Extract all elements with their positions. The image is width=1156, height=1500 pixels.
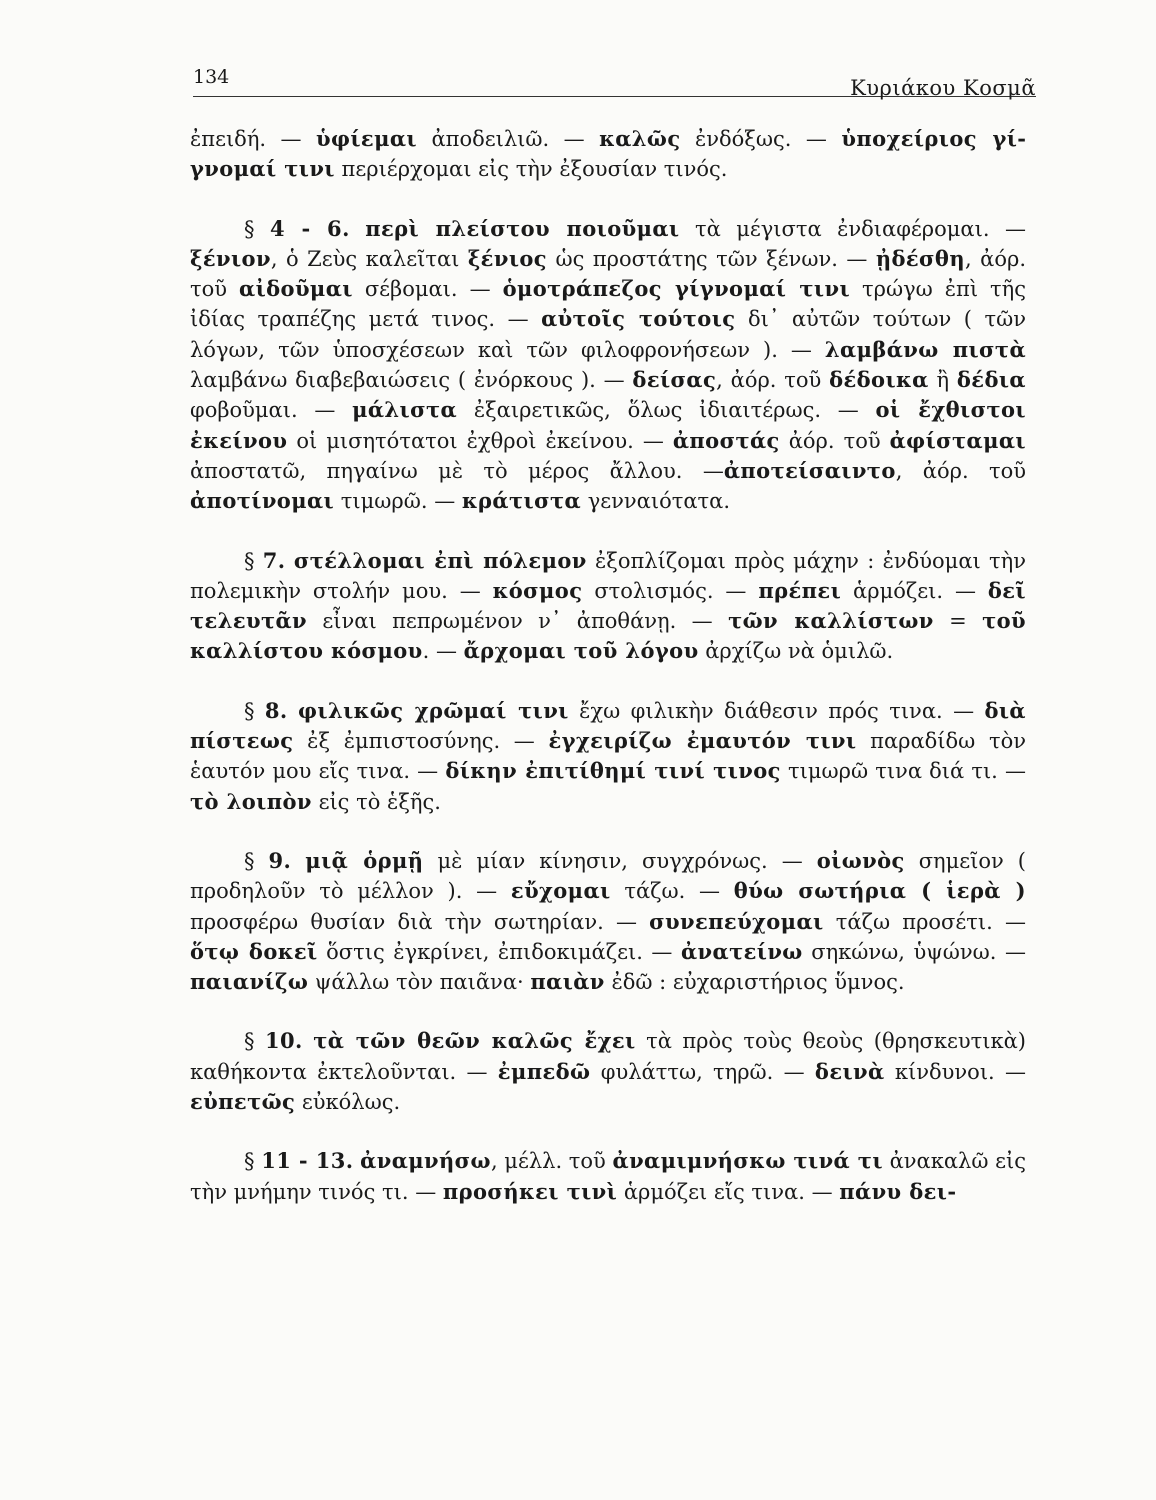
bold-term: 4 - 6. [269,215,350,241]
bold-term: τὸ λοιπὸν [190,788,312,814]
gloss-text [350,217,365,241]
gloss-text: ἐξαιρετικῶς, ὅλως ἰδιαιτέρως. — [457,398,876,423]
gloss-text: ἐξ ἐμπιστοσύνης. — [293,729,549,754]
gloss-text [303,1029,313,1053]
body-text [190,124,1026,1207]
bold-term: δέδοικα [829,367,929,393]
gloss-text: ἁρμόζει. — [841,578,988,603]
gloss-text: § [244,548,263,573]
bold-term: κράτιστα [461,488,582,514]
gloss-text: ἀποδειλιῶ. — [417,127,600,151]
gloss-text: , μέλλ. τοῦ [490,1149,613,1174]
bold-term: στέλλομαι ἐπὶ πόλεμον [293,547,587,573]
gloss-text: = [933,609,983,634]
gloss-text: στολισμός. — [582,578,759,603]
bold-term: κόσμος [492,577,583,603]
gloss-text: ἀποστατῶ, πηγαίνω μὲ τὸ μέρος ἄλλου. — [190,458,724,483]
gloss-text: περιέρχομαι εἰς τὴν ἐξουσίαν τινός. [334,157,728,182]
bold-term: ἀποτείσαιντο [723,457,896,483]
bold-term: μάλιστα [352,397,458,423]
bold-term: ἐγχειρίζω ἐμαυτόν τινι [548,728,857,754]
gloss-text: § [244,216,270,241]
bold-term: δεῖ τελευτᾶν [190,577,1026,634]
gloss-text: τὰ μέγιστα ἐνδιαφέρομαι. — [679,216,1026,241]
bold-term: αἰδοῦμαι [239,276,353,302]
bold-term: ἀναμιμνήσκω τινά τι [612,1148,883,1174]
gloss-text: γενναιότατα. [581,489,731,514]
gloss-text: μὲ μίαν κίνησιν, συγχρόνως. — [423,848,817,873]
bold-term: ἀποστάς [672,427,780,453]
gloss-text: τάζω. — [610,879,734,904]
gloss-text: τάζω προσέτι. — [823,909,1026,934]
bold-term: ὅτῳ δοκεῖ [190,938,318,964]
gloss-text: ἐδῶ : εὐχαριστήριος ὕμνος. [604,970,905,995]
bold-term: ᾐδέσθη [875,245,966,271]
bold-term: συνεπεύχομαι [649,908,824,934]
bold-term: λαμβάνω πιστὰ [824,336,1027,362]
gloss-text: ψάλλω τὸν παιᾶνα· [308,970,531,995]
bold-term: ἐμπεδῶ [497,1058,591,1084]
gloss-text: , ἀόρ. τοῦ [895,458,1026,483]
gloss-text [288,699,298,723]
bold-term: δεινὰ [814,1058,885,1084]
gloss-text: ἐνδόξως. — [680,127,842,151]
gloss-text: ἁρμόζει εἴς τινα. — [617,1179,840,1204]
bold-term: εὔχομαι [510,878,611,904]
bold-term: ξένιος [467,245,547,271]
bold-term: προσήκει τινὶ [442,1178,618,1204]
gloss-text: εἶναι πεπρωμένον ν᾽ ἀποθάνῃ. — [307,609,729,634]
gloss-text [286,549,294,573]
bold-term: ὑφίεμαι [316,126,417,151]
gloss-text: προσφέρω θυσίαν διὰ τὴν σωτηρίαν. — [190,909,650,934]
bold-term: μιᾷ ὁρμῇ [305,847,424,873]
page-number: 134 [193,66,230,88]
paragraph-section-11-13 [190,1146,1026,1207]
bold-term: παιὰν [530,969,605,995]
gloss-text: , ὁ Ζεὺς καλεῖται [270,246,468,271]
gloss-text: λαμβάνω διαβεβαιώσεις ( ἐνόρκους ). — [190,368,633,393]
page-header [193,66,1036,100]
bold-term: εὐπετῶς [190,1089,296,1115]
bold-term: θύω σωτήρια ( ἱερὰ ) [733,878,1026,904]
gloss-text: § [244,1029,265,1054]
bold-term: ἄρχομαι τοῦ λόγου [463,638,699,664]
bold-term: δίκην ἐπιτίθημί τινί τινος [445,758,781,784]
bold-term: 9. [268,847,292,873]
gloss-text: φοβοῦμαι. — [190,398,353,423]
gloss-text: ὡς προστάτης τῶν ξένων. — [546,246,876,271]
bold-term: παιανίζω [190,969,309,995]
gloss-text: σημεῖον ( προδηλοῦν τὸ μέλλον ). — [190,848,1026,904]
running-head: Κυριάκου Κοσμᾶ [850,76,1036,100]
gloss-text [291,849,305,873]
bold-term: ὑποχείριος γίγνομαί τινι [190,126,1026,182]
gloss-text: ἀρχίζω νὰ ὁμιλῶ. [698,639,894,664]
gloss-text: τιμωρῶ. — [334,489,462,514]
gloss-text: οἱ μισητότατοι ἐχθροὶ ἐκείνου. — [287,428,673,453]
gloss-text: τιμωρῶ τινα διά τι. — [780,759,1026,784]
gloss-text: ἐπειδή. — [190,127,316,151]
bold-term: τοῦ καλλίστου κόσμου [190,608,1027,664]
gloss-text: εἰς τὸ ἑξῆς. [311,789,441,814]
gloss-text: § [244,1149,262,1174]
gloss-text: , ἀόρ. τοῦ [190,246,1026,302]
bold-term: αὐτοῖς τούτοις [541,306,736,332]
gloss-text: φυλάττω, τηρῶ. — [590,1059,815,1084]
bold-term: ἀφίσταμαι [889,427,1026,453]
bold-term: 11 - 13. [261,1148,354,1174]
bold-term: φιλικῶς χρῶμαί τινι [298,697,569,723]
bold-term: δείσας [632,367,717,393]
bold-term: ξένιον [190,245,271,271]
gloss-text: σηκώνω, ὑψώνω. — [802,939,1027,964]
bold-term: πρέπει [758,577,842,603]
bold-term: πάνυ δει- [839,1178,957,1204]
paragraph-section-8 [190,696,1026,817]
bold-term: ἀποτίνομαι [190,488,335,514]
paragraph-section-9 [190,846,1026,997]
gloss-text: ἀνακαλῶ εἰς τὴν μνήμην τινός τι. — [190,1149,1026,1204]
gloss-text: ἐξοπλίζομαι πρὸς μάχην : ἐνδύομαι τὴν πολεμικὴν στολήν μου. — [190,548,1026,603]
gloss-text: ἀόρ. τοῦ [779,428,890,453]
bold-term: καλῶς [599,126,681,151]
bold-term: 8. [264,697,288,723]
gloss-text: παραδίδω τὸν ἑαυτόν μου εἴς τινα. — [190,729,1027,784]
bold-term: οἱ ἔχθιστοι ἐκείνου [190,397,1026,453]
gloss-text: εὐκόλως. [295,1090,401,1115]
bold-term: ἀναμνήσω [360,1148,491,1174]
bold-term: ὁμοτράπεζος γίγνομαί τινι [502,276,851,302]
bold-term: 10. [264,1028,303,1054]
bold-term: τῶν καλλίστων [728,608,934,634]
bold-term: δέδια [956,367,1026,393]
paragraph-section-4-6 [190,214,1026,517]
paragraph-intro [190,124,1026,185]
gloss-text: ἔχω φιλικὴν διάθεσιν πρός τινα. — [568,698,985,723]
gloss-text: κίνδυνοι. — [884,1059,1026,1084]
gloss-text: . — [422,639,464,664]
bold-term: 7. [262,547,286,573]
gloss-text: § [244,698,265,723]
gloss-text: , ἀόρ. τοῦ [716,368,830,393]
paragraph-section-10 [190,1026,1026,1117]
bold-term: τὰ τῶν θεῶν καλῶς ἔχει [313,1028,636,1054]
gloss-text: σέβομαι. — [352,277,503,302]
gloss-text: δι᾽ αὐτῶν τούτων ( τῶν λόγων, τῶν ὑποσχέσεων καὶ τῶν φιλοφρονήσεων ). — [190,307,1026,362]
bold-term: διὰ πίστεως [190,697,1026,754]
bold-term: ἀνατείνω [680,938,803,964]
gloss-text: § [244,848,269,873]
bold-term: οἰωνὸς [816,847,905,873]
gloss-text: τὰ πρὸς τοὺς θεοὺς (θρησκευτικὰ) καθήκοντα ἐκτελοῦνται. — [190,1029,1026,1084]
gloss-text: τρώγω ἐπὶ τῆς ἰδίας τραπέζης μετά τινος. — [190,277,1027,332]
gloss-text: ὅστις ἐγκρίνει, ἐπιδοκιμάζει. — [317,939,681,964]
paragraph-section-7 [190,546,1026,667]
gloss-text: ἢ [928,368,957,393]
bold-term: περὶ πλείστου ποιοῦμαι [365,215,680,241]
